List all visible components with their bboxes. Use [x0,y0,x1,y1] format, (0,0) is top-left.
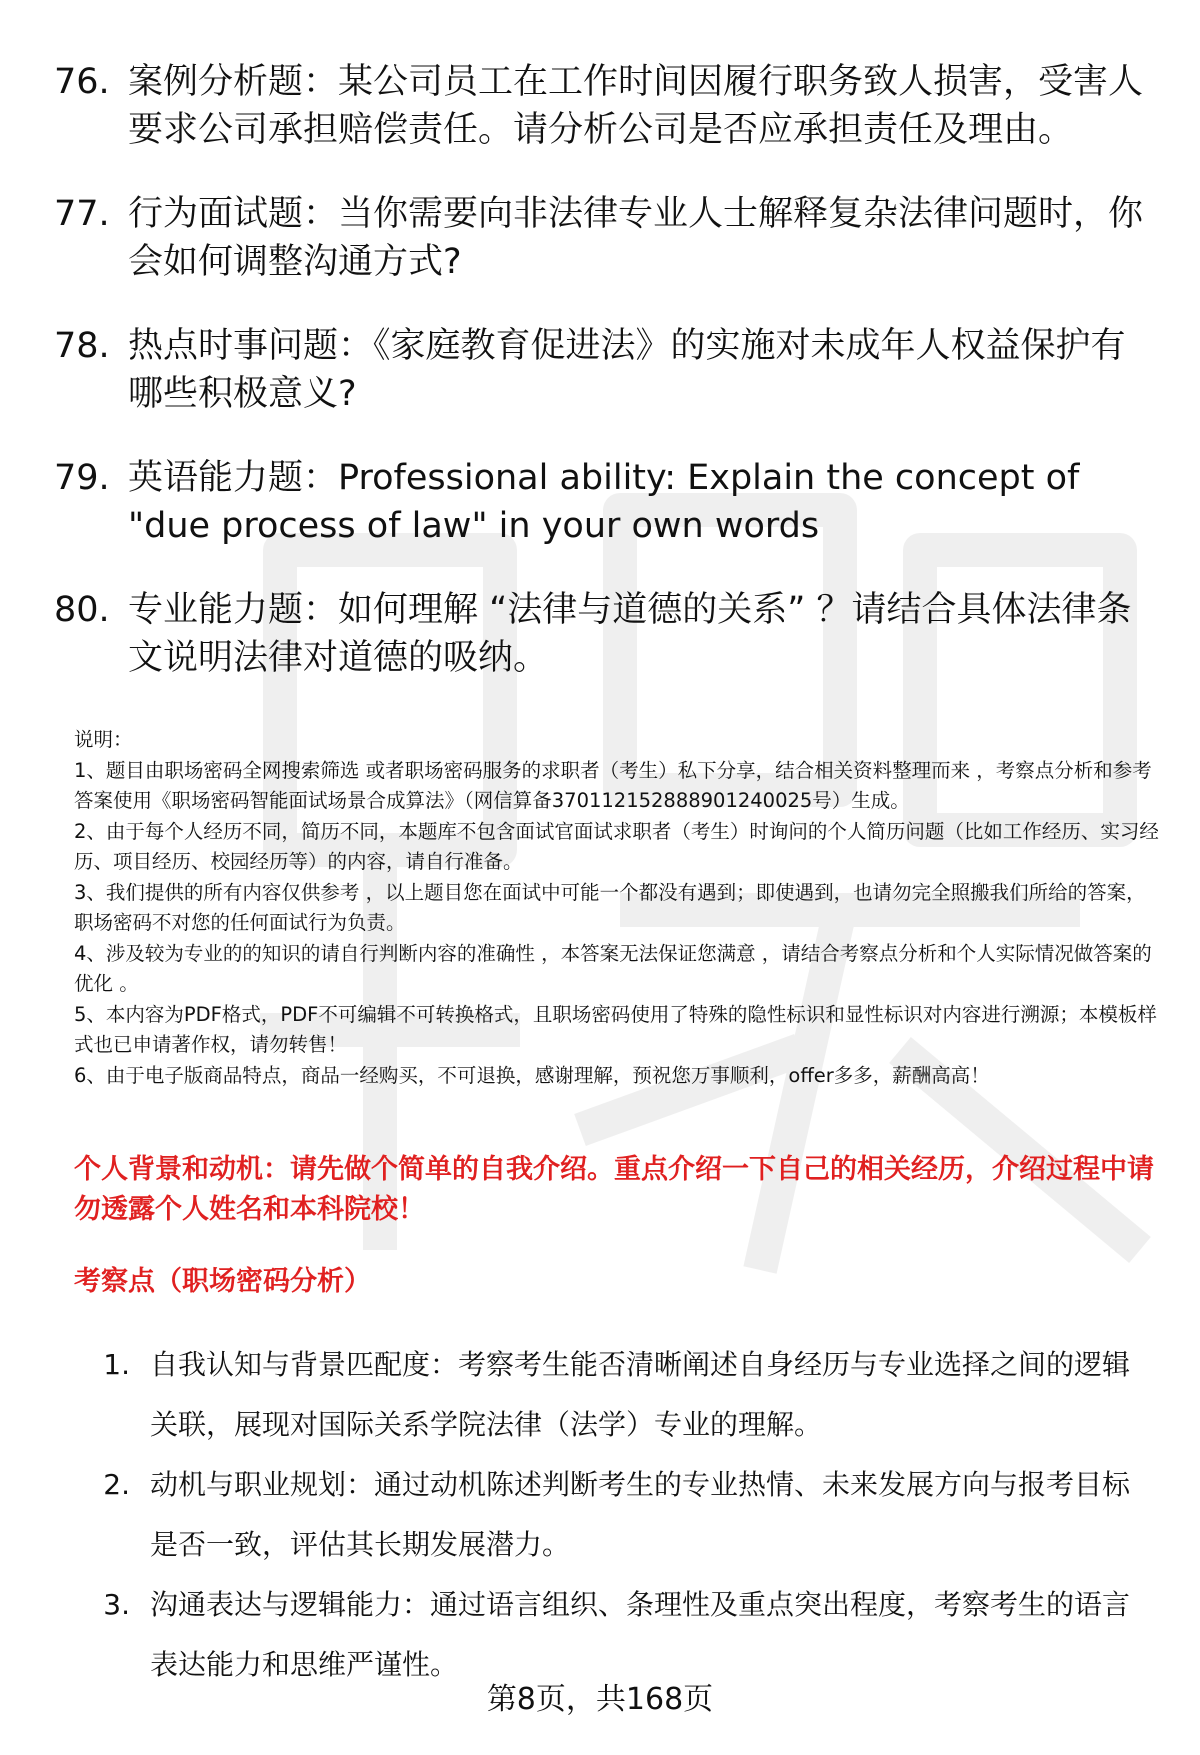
section-subtitle: 考察点（职场密码分析） [74,1266,371,1297]
note-item: 4、涉及较为专业的的知识的请自行判断内容的准确性 ，本答案无法保证您满意 ，请结合考察点分析和个人实际情况做答案的优化 。 [74,941,1152,995]
note-item: 1、题目由职场密码全网搜索筛选 或者职场密码服务的求职者（考生）私下分享，结合相关资料整理而来 ，考察点分析和参考答案使用《职场密码智能面试场景合成算法》（网信算备370112152888901240025号）生成。 [74,758,1152,812]
notes-heading: 说明： [74,728,133,751]
question-number: 77. [54,194,110,234]
question-number: 80. [54,590,110,630]
question-number: 79. [54,458,110,498]
question-list [54,58,1154,718]
note-item: 2、由于每个人经历不同，简历不同，本题库不包含面试官面试求职者（考生）时询问的个人简历问题（比如工作经历、实习经历、项目经历、校园经历等）的内容，请自行准备。 [74,819,1159,873]
analysis-points [74,1335,1154,1695]
point-item [74,1455,1154,1575]
point-item [74,1335,1154,1455]
point-item [74,1575,1154,1695]
question-text: 案例分析题：某公司员工在工作时间因履行职务致人损害，受害人要求公司承担赔偿责任。请分析公司是否应承担责任及理由。 [128,62,1144,150]
point-text: 动机与职业规划：通过动机陈述判断考生的专业热情、未来发展方向与报考目标是否一致，评估其长期发展潜力。 [150,1468,1131,1561]
point-number: 3. [103,1588,130,1621]
section-title: 个人背景和动机：请先做个简单的自我介绍。重点介绍一下自己的相关经历，介绍过程中请勿透露个人姓名和本科院校！ [74,1154,1154,1225]
question-item [54,454,1154,550]
question-item [54,322,1154,418]
point-text: 沟通表达与逻辑能力：通过语言组织、条理性及重点突出程度，考察考生的语言表达能力和思维严谨性。 [150,1588,1131,1681]
question-text: 英语能力题：Professional ability: Explain the concept of "due process of law" in your own words [128,458,1080,546]
question-item [54,586,1154,682]
question-text: 热点时事问题：《家庭教育促进法》的实施对未成年人权益保护有哪些积极意义? [128,326,1126,414]
question-item [54,58,1154,154]
question-number: 76. [54,62,110,102]
disclaimer-notes [74,725,1164,1091]
note-item: 6、由于电子版商品特点，商品一经购买，不可退换，感谢理解，预祝您万事顺利，offer多多，薪酬高高！ [74,1063,990,1087]
note-item: 3、我们提供的所有内容仅供参考 ，以上题目您在面试中可能一个都没有遇到；即使遇到，也请勿完全照搬我们所给的答案，职场密码不对您的任何面试行为负责。 [74,880,1146,934]
page-footer: 第8页，共168页 [486,1682,714,1717]
point-number: 1. [103,1348,130,1381]
question-text: 专业能力题：如何理解 “法律与道德的关系” ？请结合具体法律条文说明法律对道德的吸纳。 [128,590,1132,678]
note-item: 5、本内容为PDF格式，PDF不可编辑不可转换格式，且职场密码使用了特殊的隐性标识和显性标识对内容进行溯源；本模板样式也已申请著作权，请勿转售！ [74,1002,1157,1056]
point-text: 自我认知与背景匹配度：考察考生能否清晰阐述自身经历与专业选择之间的逻辑关联，展现对国际关系学院法律（法学）专业的理解。 [150,1348,1131,1441]
question-item [54,190,1154,286]
question-text: 行为面试题：当你需要向非法律专业人士解释复杂法律问题时，你会如何调整沟通方式? [128,194,1144,282]
point-number: 2. [103,1468,130,1501]
question-number: 78. [54,326,110,366]
